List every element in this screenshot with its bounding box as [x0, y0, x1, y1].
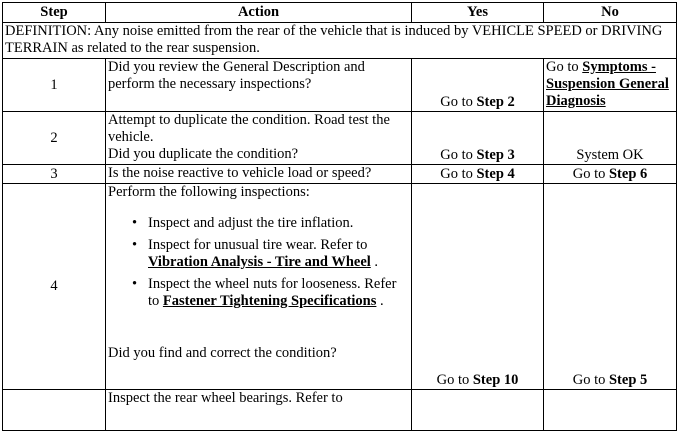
header-no: No	[544, 3, 677, 23]
action-question: Did you duplicate the condition?	[108, 146, 299, 162]
no-link[interactable]: Symptoms - Suspension General Diagnosis	[546, 59, 669, 109]
yes-link[interactable]: Step 10	[472, 372, 519, 388]
no-link[interactable]: Step 6	[608, 166, 648, 182]
yes-link[interactable]: Step 2	[476, 94, 515, 110]
bullet-text: Inspect for unusual tire wear. Refer to	[148, 237, 368, 253]
yes-prefix: Go to	[440, 147, 477, 163]
step-number: 3	[3, 165, 106, 184]
list-item	[108, 237, 409, 271]
bullet-suffix: .	[376, 293, 384, 309]
diagnostic-table	[2, 2, 677, 431]
header-step: Step	[3, 3, 106, 23]
no-cell	[544, 165, 677, 184]
bullet-suffix: .	[370, 254, 379, 270]
action-text: Did you review the General Description and perform the necessary inspections?	[106, 59, 412, 112]
no-prefix: Go to	[572, 372, 609, 388]
no-cell	[544, 184, 677, 390]
yes-prefix: Go to	[436, 372, 473, 388]
header-action: Action	[106, 3, 412, 23]
step-number: 1	[3, 59, 106, 112]
definition-row	[3, 23, 677, 59]
yes-link[interactable]: Step 3	[476, 147, 515, 163]
yes-cell	[412, 390, 544, 431]
yes-prefix: Go to	[440, 166, 477, 182]
yes-prefix: Go to	[440, 94, 477, 110]
table-row	[3, 165, 677, 184]
step-number: 2	[3, 112, 106, 165]
no-cell	[544, 390, 677, 431]
yes-cell	[412, 59, 544, 112]
no-cell	[544, 59, 677, 112]
bullet-text: Inspect and adjust the tire inflation.	[148, 215, 354, 231]
no-prefix: Go to	[546, 59, 583, 75]
action-text: Inspect the rear wheel bearings. Refer to	[106, 390, 412, 431]
yes-cell	[412, 184, 544, 390]
header-row	[3, 3, 677, 23]
action-cell	[106, 112, 412, 165]
list-item	[108, 276, 409, 310]
step-number	[3, 390, 106, 431]
table-row	[3, 59, 677, 112]
action-text: Is the noise reactive to vehicle load or speed?	[106, 165, 412, 184]
action-cell	[106, 184, 412, 390]
table-row	[3, 112, 677, 165]
table-row	[3, 184, 677, 390]
action-text: Attempt to duplicate the condition. Road test the vehicle.	[108, 112, 390, 145]
no-prefix: Go to	[572, 166, 609, 182]
yes-cell	[412, 112, 544, 165]
no-link[interactable]: Step 5	[608, 372, 648, 388]
list-item	[108, 215, 409, 232]
no-cell: System OK	[544, 112, 677, 165]
header-yes: Yes	[412, 3, 544, 23]
fastener-specs-link[interactable]: Fastener Tightening Specifications	[162, 293, 377, 309]
yes-cell	[412, 165, 544, 184]
step-number: 4	[3, 184, 106, 390]
bullet-text: Inspect the wheel nuts for looseness. Refer to	[148, 276, 397, 309]
vibration-analysis-link[interactable]: Vibration Analysis - Tire and Wheel	[148, 254, 371, 270]
inspection-list	[108, 215, 409, 310]
action-intro: Perform the following inspections:	[108, 184, 310, 200]
yes-link[interactable]: Step 4	[476, 166, 515, 182]
table-row	[3, 390, 677, 431]
action-question: Did you find and correct the condition?	[108, 345, 337, 361]
definition-text: DEFINITION: Any noise emitted from the rear of the vehicle that is induced by VEHICLE SPEED or DRIVING TERRAIN as related to the rear suspension.	[3, 23, 677, 59]
